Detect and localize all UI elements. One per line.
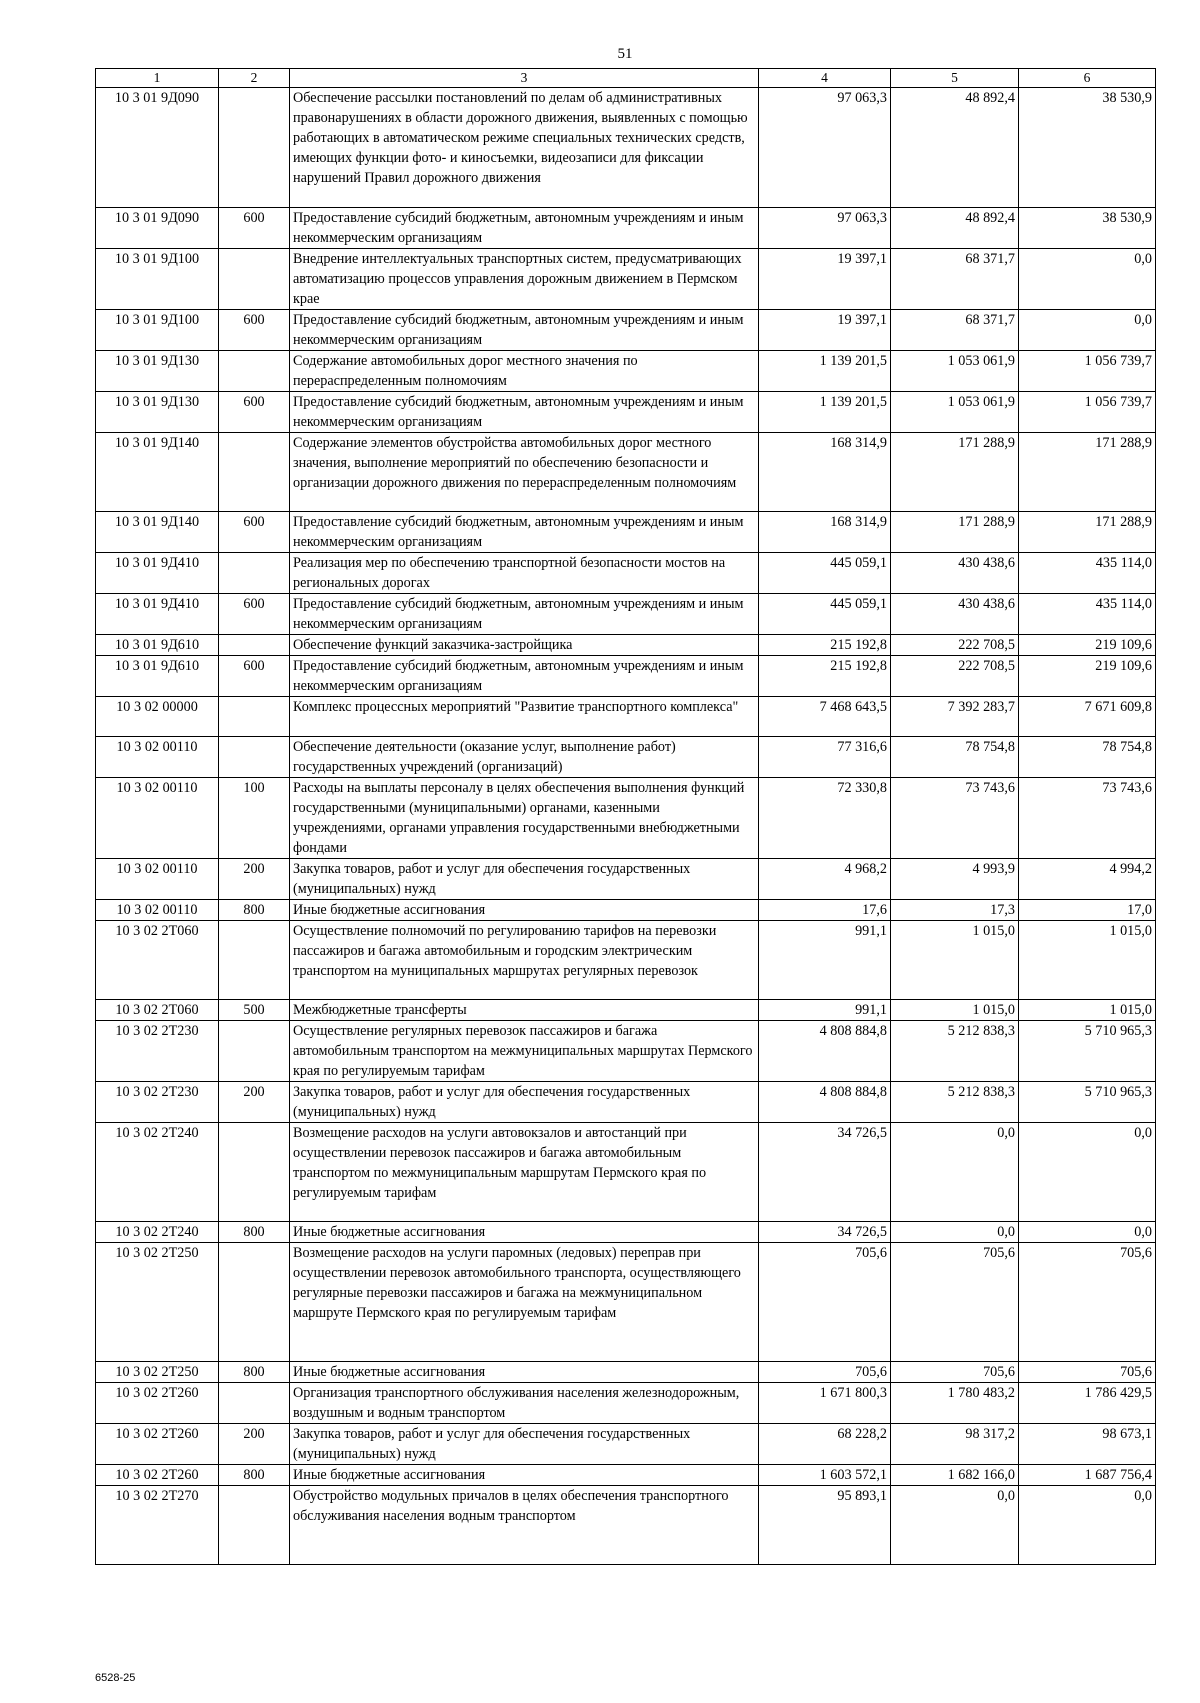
row-name-cell: Возмещение расходов на услуги автовокзалов и автостанций при осуществлении перевозок пассажиров и багажа автомобильным транспортом по межмуниципальным маршрутам Пермского края по регулируемым тарифам xyxy=(290,1123,759,1222)
table-row xyxy=(96,594,1156,635)
row-name-cell: Предоставление субсидий бюджетным, автономным учреждениям и иным некоммерческим организациям xyxy=(290,310,759,351)
row-code-cell: 10 3 01 9Д610 xyxy=(96,656,219,697)
row-name-cell: Иные бюджетные ассигнования xyxy=(290,900,759,921)
row-expense-type-cell: 800 xyxy=(219,1222,290,1243)
row-expense-type-cell: 600 xyxy=(219,512,290,553)
row-name-cell: Возмещение расходов на услуги паромных (ледовых) переправ при осуществлении перевозок автомобильного транспорта, осуществляющего регулярные перевозки пассажиров и багажа на межмуниципальном маршруте Пермского края по регулируемым тарифам xyxy=(290,1243,759,1362)
row-expense-type-cell xyxy=(219,553,290,594)
column-header: 3 xyxy=(290,69,759,88)
row-name-cell: Закупка товаров, работ и услуг для обеспечения государственных (муниципальных) нужд xyxy=(290,859,759,900)
row-value-col6: 0,0 xyxy=(1019,1123,1156,1222)
table-row xyxy=(96,656,1156,697)
table-row xyxy=(96,859,1156,900)
row-value-col6: 1 015,0 xyxy=(1019,1000,1156,1021)
footer-code: 6528-25 xyxy=(95,1672,136,1684)
table-row xyxy=(96,351,1156,392)
row-value-col5: 68 371,7 xyxy=(891,310,1019,351)
row-expense-type-cell xyxy=(219,737,290,778)
row-value-col6: 5 710 965,3 xyxy=(1019,1082,1156,1123)
row-code-cell: 10 3 01 9Д130 xyxy=(96,351,219,392)
table-row xyxy=(96,1243,1156,1362)
row-value-col4: 991,1 xyxy=(759,1000,891,1021)
row-value-col6: 17,0 xyxy=(1019,900,1156,921)
table-row xyxy=(96,1486,1156,1565)
row-value-col4: 215 192,8 xyxy=(759,656,891,697)
row-code-cell: 10 3 02 00110 xyxy=(96,900,219,921)
row-value-col6: 435 114,0 xyxy=(1019,553,1156,594)
row-value-col5: 48 892,4 xyxy=(891,88,1019,208)
column-header: 4 xyxy=(759,69,891,88)
table-row xyxy=(96,1424,1156,1465)
row-value-col5: 78 754,8 xyxy=(891,737,1019,778)
table-row xyxy=(96,1465,1156,1486)
table-row xyxy=(96,512,1156,553)
row-value-col6: 98 673,1 xyxy=(1019,1424,1156,1465)
row-code-cell: 10 3 02 2Т230 xyxy=(96,1021,219,1082)
row-name-cell: Предоставление субсидий бюджетным, автономным учреждениям и иным некоммерческим организациям xyxy=(290,594,759,635)
row-name-cell: Обеспечение деятельности (оказание услуг, выполнение работ) государственных учреждений (организаций) xyxy=(290,737,759,778)
table-row xyxy=(96,1000,1156,1021)
table-row xyxy=(96,737,1156,778)
row-value-col6: 5 710 965,3 xyxy=(1019,1021,1156,1082)
row-code-cell: 10 3 01 9Д100 xyxy=(96,249,219,310)
row-value-col4: 168 314,9 xyxy=(759,433,891,512)
row-code-cell: 10 3 02 2Т230 xyxy=(96,1082,219,1123)
row-value-col5: 0,0 xyxy=(891,1123,1019,1222)
row-value-col6: 4 994,2 xyxy=(1019,859,1156,900)
row-code-cell: 10 3 02 2Т260 xyxy=(96,1383,219,1424)
row-name-cell: Предоставление субсидий бюджетным, автономным учреждениям и иным некоммерческим организациям xyxy=(290,656,759,697)
row-value-col6: 38 530,9 xyxy=(1019,208,1156,249)
column-header: 6 xyxy=(1019,69,1156,88)
row-expense-type-cell: 600 xyxy=(219,208,290,249)
row-code-cell: 10 3 02 2Т260 xyxy=(96,1465,219,1486)
row-name-cell: Содержание элементов обустройства автомобильных дорог местного значения, выполнение мероприятий по обеспечению безопасности и организации дорожного движения по перераспределенным полномочиям xyxy=(290,433,759,512)
row-value-col6: 0,0 xyxy=(1019,310,1156,351)
row-expense-type-cell xyxy=(219,433,290,512)
table-row xyxy=(96,1082,1156,1123)
table-row xyxy=(96,900,1156,921)
table-row xyxy=(96,635,1156,656)
row-expense-type-cell xyxy=(219,1021,290,1082)
row-expense-type-cell xyxy=(219,921,290,1000)
row-code-cell: 10 3 02 2Т240 xyxy=(96,1123,219,1222)
row-value-col5: 0,0 xyxy=(891,1222,1019,1243)
row-code-cell: 10 3 01 9Д140 xyxy=(96,433,219,512)
table-row xyxy=(96,1222,1156,1243)
row-value-col6: 38 530,9 xyxy=(1019,88,1156,208)
row-value-col6: 73 743,6 xyxy=(1019,778,1156,859)
row-value-col5: 430 438,6 xyxy=(891,594,1019,635)
row-value-col5: 0,0 xyxy=(891,1486,1019,1565)
row-code-cell: 10 3 02 00110 xyxy=(96,778,219,859)
row-value-col4: 95 893,1 xyxy=(759,1486,891,1565)
row-name-cell: Осуществление регулярных перевозок пассажиров и багажа автомобильным транспортом на межмуниципальных маршрутах Пермского края по регулируемым тарифам xyxy=(290,1021,759,1082)
row-value-col4: 34 726,5 xyxy=(759,1123,891,1222)
row-expense-type-cell: 500 xyxy=(219,1000,290,1021)
table-row xyxy=(96,310,1156,351)
table-row xyxy=(96,1021,1156,1082)
row-value-col6: 1 056 739,7 xyxy=(1019,351,1156,392)
row-value-col4: 7 468 643,5 xyxy=(759,697,891,737)
row-value-col5: 48 892,4 xyxy=(891,208,1019,249)
row-value-col6: 1 015,0 xyxy=(1019,921,1156,1000)
row-expense-type-cell xyxy=(219,351,290,392)
row-expense-type-cell xyxy=(219,697,290,737)
row-expense-type-cell: 800 xyxy=(219,900,290,921)
row-value-col6: 171 288,9 xyxy=(1019,433,1156,512)
row-value-col5: 171 288,9 xyxy=(891,433,1019,512)
table-row xyxy=(96,697,1156,737)
row-expense-type-cell xyxy=(219,1243,290,1362)
row-expense-type-cell: 600 xyxy=(219,594,290,635)
row-name-cell: Предоставление субсидий бюджетным, автономным учреждениям и иным некоммерческим организациям xyxy=(290,512,759,553)
row-value-col4: 72 330,8 xyxy=(759,778,891,859)
table-row xyxy=(96,208,1156,249)
row-code-cell: 10 3 02 2Т270 xyxy=(96,1486,219,1565)
row-value-col5: 5 212 838,3 xyxy=(891,1021,1019,1082)
row-expense-type-cell: 600 xyxy=(219,392,290,433)
row-value-col5: 7 392 283,7 xyxy=(891,697,1019,737)
row-value-col4: 1 671 800,3 xyxy=(759,1383,891,1424)
row-code-cell: 10 3 02 2Т060 xyxy=(96,1000,219,1021)
row-expense-type-cell xyxy=(219,1383,290,1424)
row-name-cell: Иные бюджетные ассигнования xyxy=(290,1222,759,1243)
row-name-cell: Осуществление полномочий по регулированию тарифов на перевозки пассажиров и багажа автомобильным и городским электрическим транспортом на муниципальных маршрутах регулярных перевозок xyxy=(290,921,759,1000)
row-name-cell: Предоставление субсидий бюджетным, автономным учреждениям и иным некоммерческим организациям xyxy=(290,208,759,249)
row-value-col4: 34 726,5 xyxy=(759,1222,891,1243)
row-value-col5: 1 053 061,9 xyxy=(891,351,1019,392)
row-name-cell: Содержание автомобильных дорог местного значения по перераспределенным полномочиям xyxy=(290,351,759,392)
row-value-col5: 1 015,0 xyxy=(891,1000,1019,1021)
row-value-col4: 4 808 884,8 xyxy=(759,1082,891,1123)
row-value-col5: 17,3 xyxy=(891,900,1019,921)
row-expense-type-cell xyxy=(219,1123,290,1222)
row-name-cell: Иные бюджетные ассигнования xyxy=(290,1362,759,1383)
page-number: 51 xyxy=(617,46,633,62)
row-value-col5: 705,6 xyxy=(891,1243,1019,1362)
row-code-cell: 10 3 02 2Т260 xyxy=(96,1424,219,1465)
row-code-cell: 10 3 01 9Д410 xyxy=(96,553,219,594)
row-expense-type-cell: 800 xyxy=(219,1465,290,1486)
row-value-col5: 171 288,9 xyxy=(891,512,1019,553)
table-row xyxy=(96,249,1156,310)
row-value-col5: 68 371,7 xyxy=(891,249,1019,310)
row-value-col6: 0,0 xyxy=(1019,1486,1156,1565)
row-value-col6: 7 671 609,8 xyxy=(1019,697,1156,737)
row-code-cell: 10 3 02 2Т240 xyxy=(96,1222,219,1243)
table-row xyxy=(96,433,1156,512)
row-value-col5: 98 317,2 xyxy=(891,1424,1019,1465)
row-code-cell: 10 3 02 00110 xyxy=(96,737,219,778)
row-value-col6: 0,0 xyxy=(1019,249,1156,310)
row-value-col6: 78 754,8 xyxy=(1019,737,1156,778)
row-value-col4: 68 228,2 xyxy=(759,1424,891,1465)
row-name-cell: Предоставление субсидий бюджетным, автономным учреждениям и иным некоммерческим организациям xyxy=(290,392,759,433)
row-name-cell: Обеспечение функций заказчика-застройщика xyxy=(290,635,759,656)
row-expense-type-cell: 600 xyxy=(219,310,290,351)
row-value-col5: 222 708,5 xyxy=(891,635,1019,656)
row-expense-type-cell: 200 xyxy=(219,1424,290,1465)
row-value-col4: 77 316,6 xyxy=(759,737,891,778)
row-value-col5: 5 212 838,3 xyxy=(891,1082,1019,1123)
row-value-col4: 445 059,1 xyxy=(759,553,891,594)
row-code-cell: 10 3 01 9Д130 xyxy=(96,392,219,433)
row-code-cell: 10 3 02 2Т060 xyxy=(96,921,219,1000)
table-row xyxy=(96,1123,1156,1222)
row-value-col4: 705,6 xyxy=(759,1362,891,1383)
row-value-col5: 430 438,6 xyxy=(891,553,1019,594)
row-expense-type-cell xyxy=(219,88,290,208)
row-value-col6: 1 056 739,7 xyxy=(1019,392,1156,433)
row-expense-type-cell: 100 xyxy=(219,778,290,859)
row-value-col4: 1 139 201,5 xyxy=(759,351,891,392)
table-body xyxy=(96,88,1156,1565)
table-row xyxy=(96,553,1156,594)
column-header: 1 xyxy=(96,69,219,88)
row-value-col4: 19 397,1 xyxy=(759,310,891,351)
row-name-cell: Обустройство модульных причалов в целях обеспечения транспортного обслуживания населения водным транспортом xyxy=(290,1486,759,1565)
budget-table xyxy=(95,68,1156,1565)
row-name-cell: Организация транспортного обслуживания населения железнодорожным, воздушным и водным транспортом xyxy=(290,1383,759,1424)
table-row xyxy=(96,778,1156,859)
column-header: 2 xyxy=(219,69,290,88)
row-value-col6: 435 114,0 xyxy=(1019,594,1156,635)
row-expense-type-cell: 200 xyxy=(219,1082,290,1123)
row-value-col4: 19 397,1 xyxy=(759,249,891,310)
row-value-col5: 4 993,9 xyxy=(891,859,1019,900)
table-header-row xyxy=(96,69,1156,88)
row-value-col4: 445 059,1 xyxy=(759,594,891,635)
row-code-cell: 10 3 01 9Д410 xyxy=(96,594,219,635)
row-code-cell: 10 3 01 9Д090 xyxy=(96,208,219,249)
row-expense-type-cell xyxy=(219,249,290,310)
row-value-col5: 73 743,6 xyxy=(891,778,1019,859)
row-value-col4: 705,6 xyxy=(759,1243,891,1362)
row-expense-type-cell: 200 xyxy=(219,859,290,900)
table-row xyxy=(96,392,1156,433)
row-value-col6: 1 687 756,4 xyxy=(1019,1465,1156,1486)
row-name-cell: Комплекс процессных мероприятий "Развитие транспортного комплекса" xyxy=(290,697,759,737)
row-value-col6: 219 109,6 xyxy=(1019,656,1156,697)
row-value-col4: 1 603 572,1 xyxy=(759,1465,891,1486)
row-value-col6: 0,0 xyxy=(1019,1222,1156,1243)
row-value-col5: 1 053 061,9 xyxy=(891,392,1019,433)
table-row xyxy=(96,1383,1156,1424)
row-value-col6: 171 288,9 xyxy=(1019,512,1156,553)
row-name-cell: Закупка товаров, работ и услуг для обеспечения государственных (муниципальных) нужд xyxy=(290,1082,759,1123)
row-expense-type-cell xyxy=(219,635,290,656)
row-code-cell: 10 3 01 9Д140 xyxy=(96,512,219,553)
row-code-cell: 10 3 02 00110 xyxy=(96,859,219,900)
row-expense-type-cell: 800 xyxy=(219,1362,290,1383)
row-code-cell: 10 3 01 9Д610 xyxy=(96,635,219,656)
row-value-col6: 705,6 xyxy=(1019,1362,1156,1383)
row-value-col4: 4 808 884,8 xyxy=(759,1021,891,1082)
row-value-col4: 1 139 201,5 xyxy=(759,392,891,433)
row-value-col4: 991,1 xyxy=(759,921,891,1000)
table-row xyxy=(96,88,1156,208)
row-expense-type-cell: 600 xyxy=(219,656,290,697)
row-value-col4: 168 314,9 xyxy=(759,512,891,553)
row-value-col4: 17,6 xyxy=(759,900,891,921)
row-name-cell: Расходы на выплаты персоналу в целях обеспечения выполнения функций государственными (муниципальными) органами, казенными учреждениями, органами управления государственными внебюджетными фондами xyxy=(290,778,759,859)
row-value-col4: 97 063,3 xyxy=(759,208,891,249)
table-row xyxy=(96,921,1156,1000)
row-name-cell: Реализация мер по обеспечению транспортной безопасности мостов на региональных дорогах xyxy=(290,553,759,594)
row-code-cell: 10 3 01 9Д100 xyxy=(96,310,219,351)
row-value-col6: 705,6 xyxy=(1019,1243,1156,1362)
row-code-cell: 10 3 02 2Т250 xyxy=(96,1243,219,1362)
row-value-col6: 1 786 429,5 xyxy=(1019,1383,1156,1424)
table-row xyxy=(96,1362,1156,1383)
row-code-cell: 10 3 02 00000 xyxy=(96,697,219,737)
row-value-col4: 4 968,2 xyxy=(759,859,891,900)
row-value-col5: 222 708,5 xyxy=(891,656,1019,697)
row-value-col4: 97 063,3 xyxy=(759,88,891,208)
row-value-col5: 705,6 xyxy=(891,1362,1019,1383)
row-value-col5: 1 780 483,2 xyxy=(891,1383,1019,1424)
row-name-cell: Закупка товаров, работ и услуг для обеспечения государственных (муниципальных) нужд xyxy=(290,1424,759,1465)
row-name-cell: Внедрение интеллектуальных транспортных систем, предусматривающих автоматизацию процессов управления дорожным движением в Пермском крае xyxy=(290,249,759,310)
row-code-cell: 10 3 02 2Т250 xyxy=(96,1362,219,1383)
row-value-col5: 1 682 166,0 xyxy=(891,1465,1019,1486)
row-value-col4: 215 192,8 xyxy=(759,635,891,656)
row-name-cell: Иные бюджетные ассигнования xyxy=(290,1465,759,1486)
row-name-cell: Межбюджетные трансферты xyxy=(290,1000,759,1021)
row-code-cell: 10 3 01 9Д090 xyxy=(96,88,219,208)
row-value-col5: 1 015,0 xyxy=(891,921,1019,1000)
row-value-col6: 219 109,6 xyxy=(1019,635,1156,656)
row-expense-type-cell xyxy=(219,1486,290,1565)
row-name-cell: Обеспечение рассылки постановлений по делам об административных правонарушениях в области дорожного движения, выявленных с помощью работающих в автоматическом режиме специальных технических средств, имеющих функции фото- и киносъемки, видеозаписи для фиксации нарушений Правил дорожного движения xyxy=(290,88,759,208)
column-header: 5 xyxy=(891,69,1019,88)
